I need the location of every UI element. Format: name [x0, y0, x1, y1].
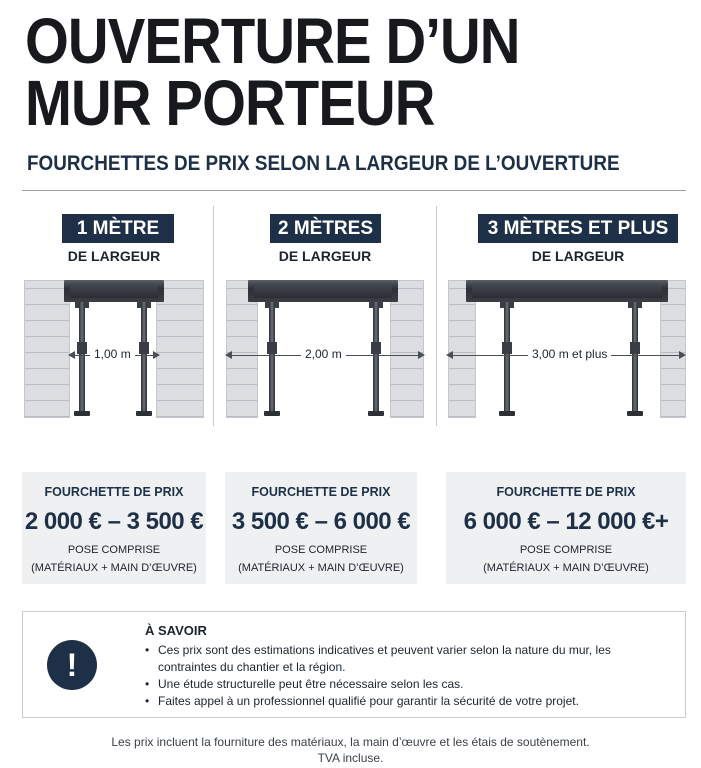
price-label: FOURCHETTE DE PRIX: [496, 485, 636, 499]
width-badge: 3 MÈTRES ET PLUS: [478, 214, 678, 243]
price-label: FOURCHETTE DE PRIX: [251, 485, 391, 499]
width-subtitle: DE LARGEUR: [531, 248, 625, 264]
width-subtitle: DE LARGEUR: [67, 248, 161, 264]
title-line-1: OUVERTURE D’UN: [25, 5, 520, 77]
pose-label: POSE COMPRISE: [274, 544, 368, 556]
price-box: [22, 472, 206, 584]
prop-foot: [136, 411, 152, 416]
prop-foot: [627, 411, 643, 416]
pose-detail: (MATÉRIAUX + MAIN D’ŒUVRE): [31, 562, 197, 574]
width-badge: 2 MÈTRES: [270, 214, 381, 243]
prop-foot: [74, 411, 90, 416]
pose-detail: (MATÉRIAUX + MAIN D’ŒUVRE): [238, 562, 404, 574]
price-range: 3 500 € – 6 000 €: [231, 508, 411, 535]
arrow-right-icon: [153, 351, 160, 359]
column-divider: [213, 206, 214, 426]
dimension-label: 2,00 m: [301, 347, 346, 361]
info-title: À SAVOIR: [145, 623, 207, 638]
steel-beam: [248, 280, 398, 302]
dimension-line: [68, 348, 160, 362]
price-range: 6 000 € – 12 000 €+: [463, 508, 669, 535]
page-title: [25, 5, 520, 139]
price-box: [446, 472, 686, 584]
info-list: [145, 642, 665, 710]
title-line-2: MUR PORTEUR: [25, 67, 435, 139]
price-box: [225, 472, 417, 584]
pose-detail: (MATÉRIAUX + MAIN D’ŒUVRE): [483, 562, 649, 574]
header-divider: [22, 190, 686, 191]
footnote-line-2: TVA incluse.: [317, 751, 384, 765]
pose-label: POSE COMPRISE: [519, 544, 613, 556]
dimension-label: 1,00 m: [90, 347, 135, 361]
price-label: FOURCHETTE DE PRIX: [44, 485, 184, 499]
prop-foot: [264, 411, 280, 416]
arrow-right-icon: [418, 351, 425, 359]
width-badge: 1 MÈTRE: [62, 214, 174, 243]
dimension-label: 3,00 m et plus: [528, 347, 611, 361]
column-divider: [436, 206, 437, 426]
footnote: [0, 734, 701, 766]
exclamation-icon: !: [47, 640, 97, 690]
list-item: • Faites appel à un professionnel qualifié pour garantir la sécurité de votre projet.: [145, 693, 665, 710]
arrow-right-icon: [679, 351, 686, 359]
prop-foot: [499, 411, 515, 416]
steel-beam: [466, 280, 668, 302]
info-box: [22, 611, 686, 718]
steel-beam: [64, 280, 164, 302]
footnote-line-1: Les prix incluent la fourniture des matériaux, la main d’œuvre et les étais de soutènement.: [111, 735, 590, 749]
page-subtitle: FOURCHETTES DE PRIX SELON LA LARGEUR DE L’OUVERTURE: [27, 152, 620, 175]
price-range: 2 000 € – 3 500 €: [24, 508, 204, 535]
dimension-line: [446, 348, 686, 362]
width-subtitle: DE LARGEUR: [278, 248, 372, 264]
prop-foot: [368, 411, 384, 416]
list-item: • Ces prix sont des estimations indicatives et peuvent varier selon la nature du mur, les contraintes du chantier et la région.: [145, 642, 665, 676]
dimension-line: [225, 348, 425, 362]
list-item: • Une étude structurelle peut être nécessaire selon les cas.: [145, 676, 665, 693]
pose-label: POSE COMPRISE: [67, 544, 161, 556]
